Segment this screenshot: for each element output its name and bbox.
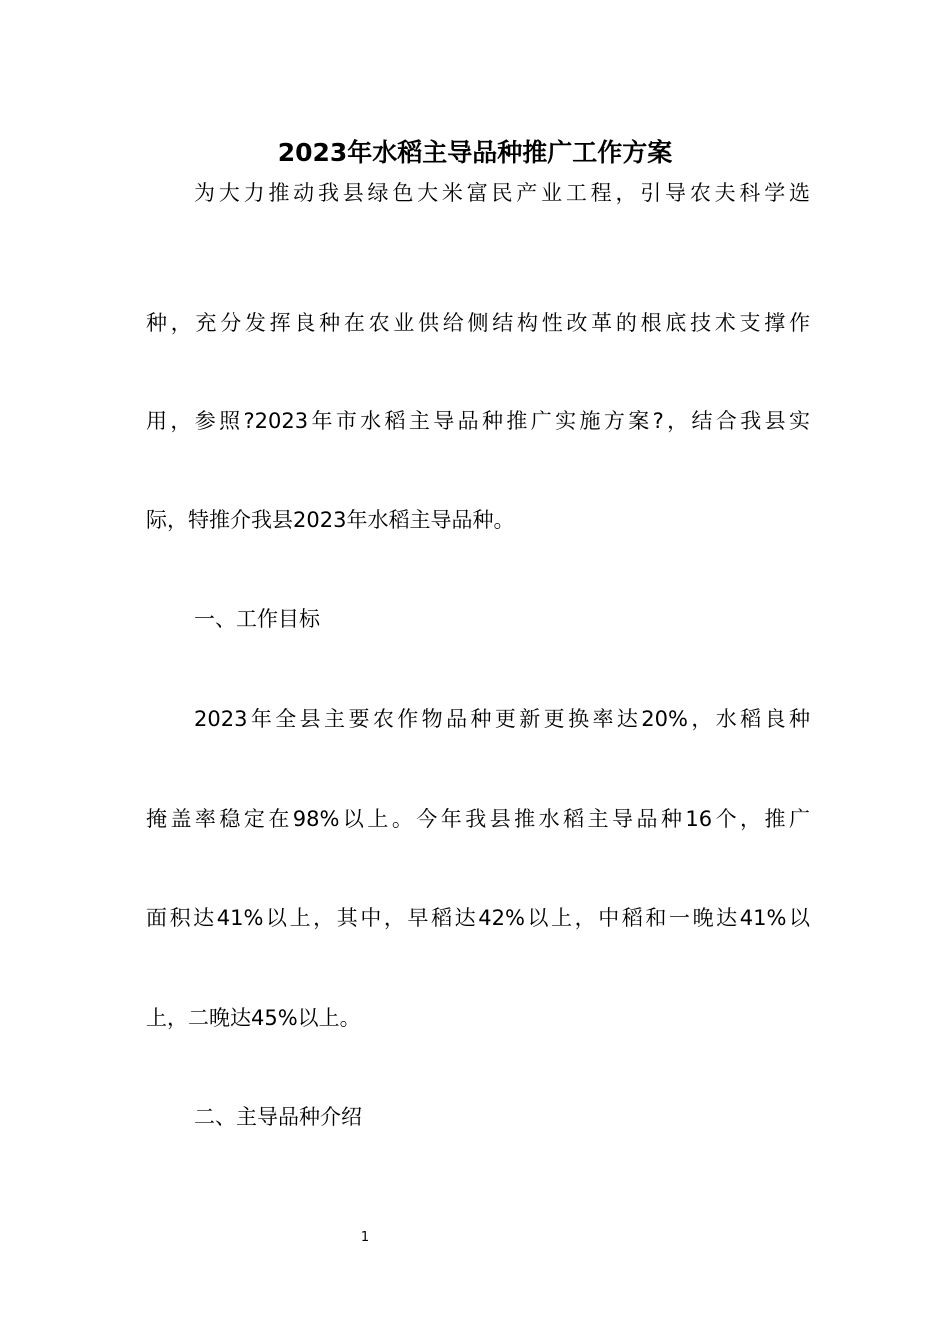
section-1-heading: 一、工作目标 bbox=[194, 607, 320, 631]
section-2-heading: 二、主导品种介绍 bbox=[194, 1105, 362, 1129]
paragraph-1-line-3: 用，参照?2023年市水稻主导品种推广实施方案?，结合我县实 bbox=[146, 409, 810, 433]
paragraph-1-line-1: 为大力推动我县绿色大米富民产业工程，引导农夫科学选 bbox=[194, 181, 810, 205]
paragraph-2-line-1: 2023年全县主要农作物品种更新更换率达20%，水稻良种 bbox=[194, 707, 810, 731]
paragraph-2-line-4: 上，二晚达45%以上。 bbox=[146, 1006, 361, 1030]
paragraph-1-line-2: 种，充分发挥良种在农业供给侧结构性改革的根底技术支撑作 bbox=[146, 311, 810, 335]
paragraph-1-line-4: 际，特推介我县2023年水稻主导品种。 bbox=[146, 508, 515, 532]
document-title: 2023年水稻主导品种推广工作方案 bbox=[277, 138, 673, 167]
paragraph-2-line-3: 面积达41%以上，其中，早稻达42%以上，中稻和一晚达41%以 bbox=[146, 906, 810, 930]
page-number: 1 bbox=[360, 1230, 370, 1245]
paragraph-2-line-2: 掩盖率稳定在98%以上。今年我县推水稻主导品种16个，推广 bbox=[146, 807, 810, 831]
